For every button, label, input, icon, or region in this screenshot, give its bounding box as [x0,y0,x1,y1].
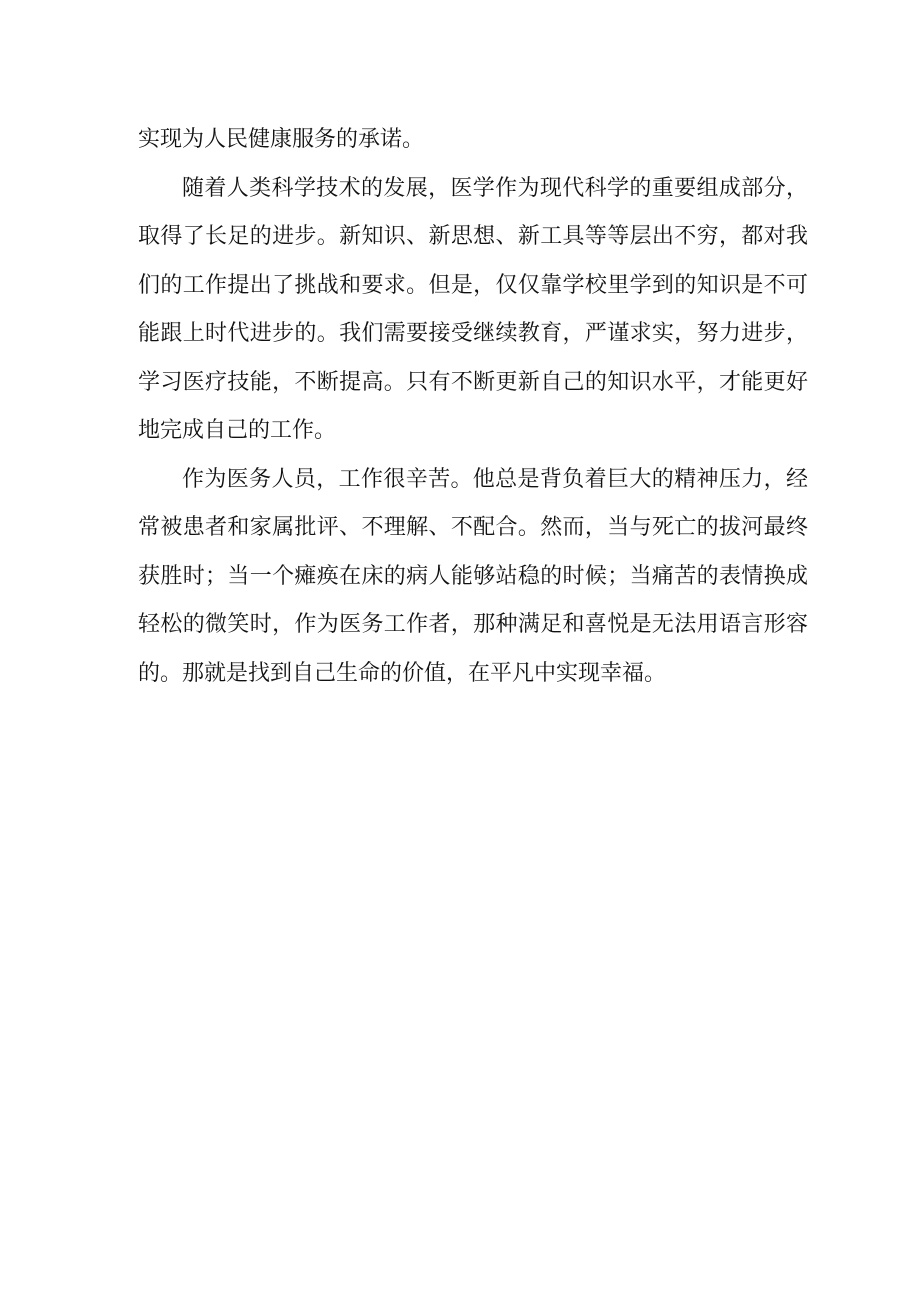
document-body [138,116,808,698]
paragraph-continuation: 实现为人民健康服务的承诺。 [138,127,425,152]
paragraph-medical-work: 作为医务人员，工作很辛苦。他总是背负着巨大的精神压力，经常被患者和家属批评、不理解、不配合。然而，当与死亡的拔河最终获胜时；当一个瘫痪在床的病人能够站稳的时候；当痛苦的表情换成轻松的微笑时，作为医务工作者，那种满足和喜悦是无法用语言形容的。那就是找到自己生命的价值，在平凡中实现幸福。 [138,466,808,686]
paragraph-medical-progress: 随着人类科学技术的发展，医学作为现代科学的重要组成部分，取得了长足的进步。新知识、新思想、新工具等等层出不穷，都对我们的工作提出了挑战和要求。但是，仅仅靠学校里学到的知识是不可能跟上时代进步的。我们需要接受继续教育，严谨求实，努力进步，学习医疗技能，不断提高。只有不断更新自己的知识水平，才能更好地完成自己的工作。 [138,175,808,443]
